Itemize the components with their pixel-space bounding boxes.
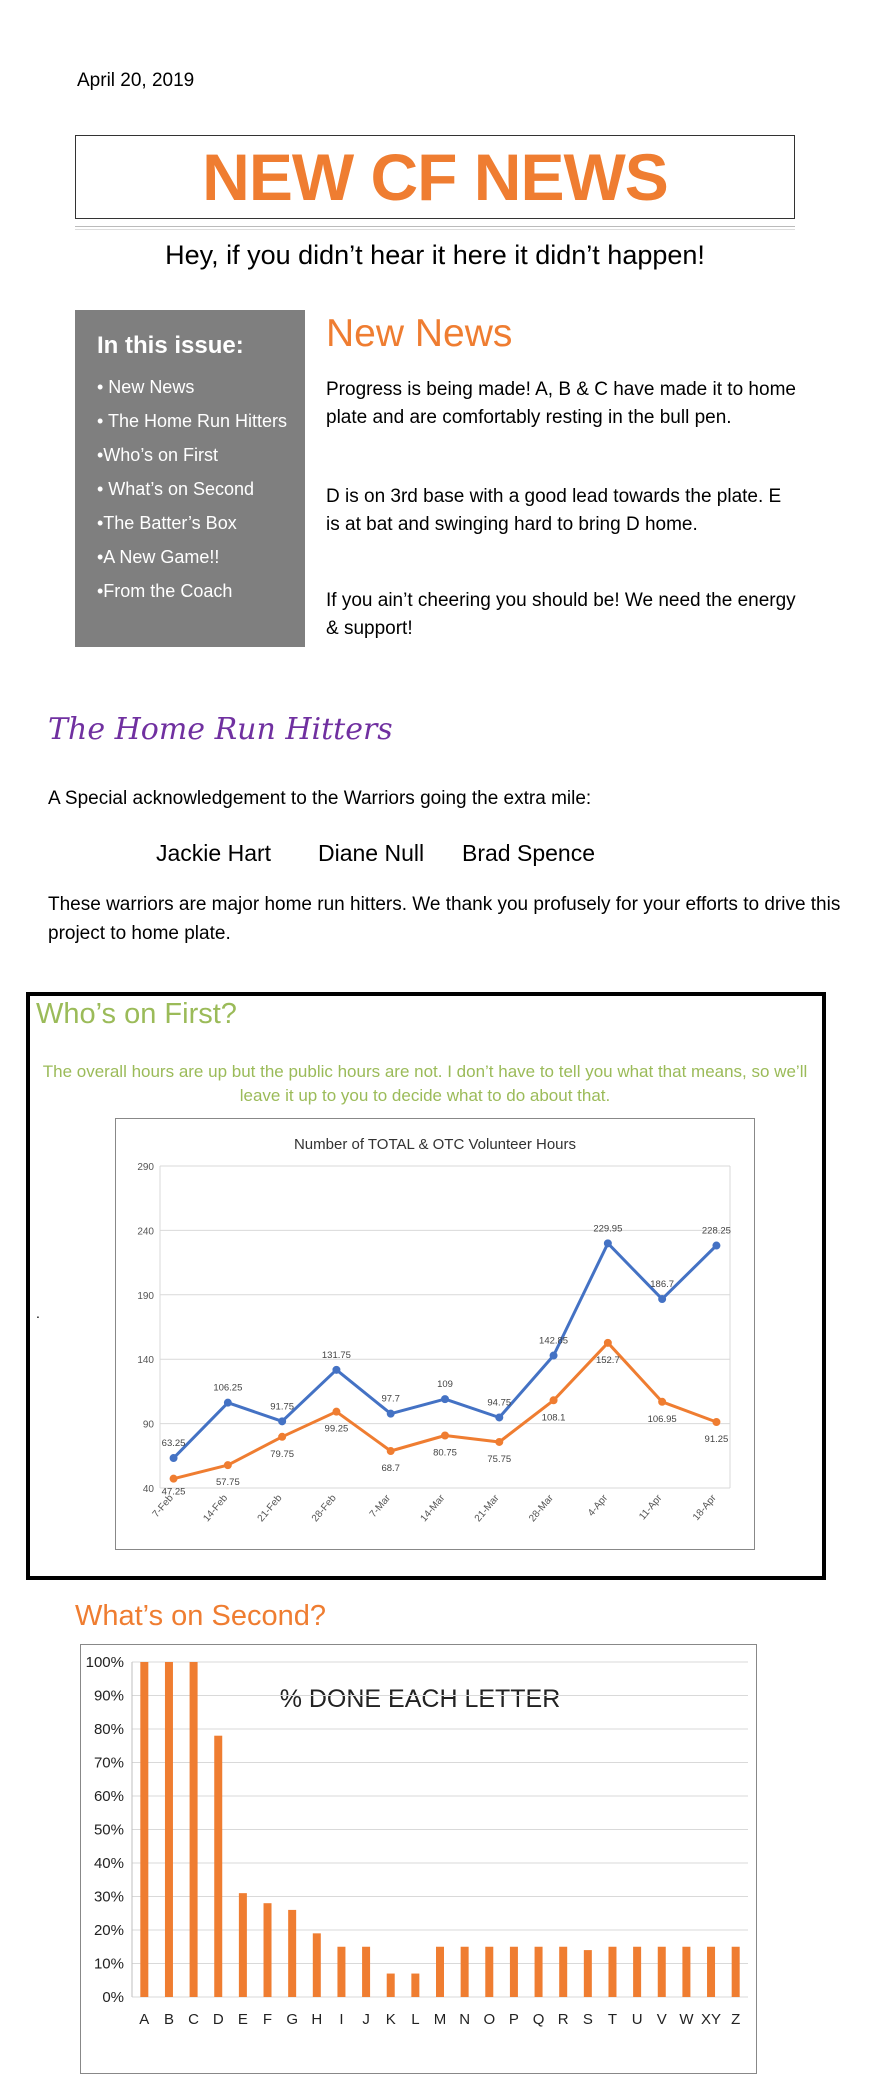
y-tick-label: 50%	[93, 1821, 124, 1839]
x-tick-label: 14-Mar	[418, 1492, 448, 1525]
x-tick-label: 14-Feb	[201, 1492, 231, 1525]
news-paragraph: D is on 3rd base with a good lead towards the plate. E is at bat and swinging hard to bring D home.	[326, 486, 782, 535]
y-tick-label: 40	[142, 1484, 154, 1495]
data-label: 80.75	[433, 1447, 457, 1459]
y-tick-label: 20%	[93, 1922, 124, 1939]
data-point	[442, 1432, 449, 1439]
y-tick-label: 80%	[93, 1721, 124, 1738]
data-point	[279, 1433, 286, 1440]
data-label: 106.95	[647, 1413, 677, 1425]
data-label: 97.7	[381, 1393, 400, 1405]
bar	[313, 1933, 321, 1997]
x-tick-label: Q	[532, 2011, 545, 2028]
masthead-title: NEW CF NEWS	[202, 140, 668, 214]
bar	[732, 1947, 740, 1997]
bar	[140, 1662, 148, 1997]
x-tick-label: H	[311, 2011, 323, 2028]
y-tick-label: 140	[137, 1355, 154, 1367]
bar	[510, 1947, 518, 1997]
x-tick-label: 28-Feb	[309, 1492, 339, 1525]
data-label: 106.25	[213, 1382, 243, 1394]
data-point	[224, 1462, 231, 1469]
volunteer-hours-line-chart	[115, 1118, 755, 1550]
news-paragraph: Progress is being made! A, B & C have made it to home plate and are comfortably resting in the bull pen.	[326, 379, 796, 428]
data-label: 79.75	[270, 1448, 295, 1460]
whos-on-first-heading: Who’s on First?	[36, 998, 237, 1030]
data-label: 94.75	[487, 1397, 512, 1409]
x-tick-label: F	[262, 2011, 273, 2028]
table-of-contents	[75, 310, 305, 647]
toc-item[interactable]: • The Home Run Hitters	[97, 411, 288, 431]
data-point	[279, 1418, 286, 1425]
news-paragraph: If you ain’t cheering you should be! We need the energy & support!	[326, 590, 796, 639]
x-tick-label: XY	[701, 2011, 722, 2028]
bar	[682, 1947, 690, 1997]
x-tick-label: 18-Apr	[691, 1492, 719, 1523]
x-tick-label: 11-Apr	[637, 1492, 665, 1523]
data-label: 63.25	[161, 1438, 186, 1450]
toc-item[interactable]: •Who’s on First	[97, 445, 218, 465]
x-tick-label: N	[459, 2011, 471, 2028]
y-tick-label: 90	[142, 1419, 154, 1431]
x-tick-label: Z	[731, 2011, 741, 2028]
bar	[633, 1947, 641, 1997]
bar	[584, 1950, 592, 1997]
x-tick-label: V	[656, 2011, 667, 2028]
y-tick-label: 90%	[93, 1687, 124, 1705]
data-point	[387, 1448, 394, 1455]
masthead-rule	[75, 226, 795, 227]
data-label: 91.75	[270, 1401, 295, 1413]
bar	[264, 1903, 272, 1997]
home-run-hitters-heading: The Home Run Hitters	[48, 712, 393, 747]
masthead-rule-secondary	[75, 229, 795, 230]
data-point	[659, 1296, 666, 1303]
stray-dot: .	[36, 1305, 40, 1321]
bar	[362, 1947, 370, 1997]
honoree-name: Brad Spence	[462, 840, 595, 866]
y-tick-label: 40%	[93, 1855, 124, 1872]
y-tick-label: 30%	[93, 1888, 124, 1906]
bar	[239, 1893, 247, 1997]
x-tick-label: 7-Feb	[150, 1492, 176, 1520]
data-point	[224, 1399, 231, 1406]
y-tick-label: 10%	[93, 1955, 124, 1973]
bar	[608, 1947, 616, 1997]
chart-title: Number of TOTAL & OTC Volunteer Hours	[293, 1136, 577, 1153]
percent-done-bar-chart	[80, 1644, 757, 2074]
data-point	[550, 1352, 557, 1359]
data-label: 99.25	[324, 1423, 349, 1435]
x-tick-label: W	[679, 2011, 694, 2028]
data-point	[442, 1396, 449, 1403]
data-label: 109	[437, 1379, 453, 1391]
data-point	[713, 1418, 720, 1425]
data-label: 229.95	[593, 1223, 623, 1235]
x-tick-label: B	[163, 2011, 174, 2028]
honoree-name: Diane Null	[318, 840, 425, 866]
x-tick-label: K	[385, 2011, 396, 2028]
toc-item[interactable]: • What’s on Second	[97, 479, 255, 499]
whats-on-second-heading: What’s on Second?	[75, 1600, 326, 1632]
x-tick-label: 4-Apr	[586, 1492, 611, 1519]
x-tick-label: 21-Mar	[472, 1492, 502, 1525]
x-tick-label: U	[631, 2011, 643, 2028]
bar	[190, 1662, 198, 1997]
bar	[461, 1947, 469, 1997]
y-tick-label: 0%	[102, 1989, 124, 2006]
bar	[658, 1947, 666, 1997]
data-label: 142.85	[539, 1335, 569, 1347]
data-label: 186.7	[650, 1279, 675, 1291]
data-point	[659, 1398, 666, 1405]
x-tick-label: 28-Mar	[527, 1492, 556, 1525]
x-tick-label: C	[188, 2011, 200, 2028]
toc-item[interactable]: • New News	[97, 377, 195, 397]
x-tick-label: A	[139, 2011, 150, 2028]
data-point	[713, 1242, 720, 1249]
bar	[288, 1910, 296, 1997]
x-tick-label: G	[286, 2011, 298, 2028]
x-tick-label: O	[483, 2011, 496, 2028]
toc-title: In this issue:	[97, 332, 244, 359]
x-tick-label: S	[582, 2011, 593, 2028]
data-point	[387, 1410, 394, 1417]
x-tick-label: 21-Feb	[255, 1492, 285, 1525]
data-label: 131.75	[321, 1349, 351, 1361]
data-point	[170, 1455, 177, 1462]
chart-title: % DONE EACH LETTER	[279, 1685, 561, 1713]
home-run-intro: A Special acknowledgement to the Warriors going the extra mile:	[48, 788, 592, 809]
x-tick-label: L	[411, 2011, 420, 2028]
chart-frame	[116, 1119, 755, 1550]
data-point	[604, 1240, 611, 1247]
x-tick-label: D	[212, 2011, 224, 2028]
data-label: 75.75	[487, 1453, 512, 1465]
x-tick-label: P	[508, 2011, 519, 2028]
data-point	[496, 1414, 503, 1421]
bar	[165, 1662, 173, 1997]
bar	[559, 1947, 567, 1997]
data-label: 57.75	[215, 1477, 240, 1489]
bar	[707, 1947, 715, 1997]
x-tick-label: E	[237, 2011, 248, 2028]
toc-item[interactable]: •A New Game!!	[97, 547, 220, 567]
bar	[337, 1947, 345, 1997]
new-news-heading: New News	[326, 312, 513, 355]
y-tick-label: 70%	[93, 1754, 124, 1772]
data-label: 91.25	[704, 1433, 729, 1445]
data-point	[170, 1475, 177, 1482]
toc-item[interactable]: •From the Coach	[97, 581, 233, 601]
tagline: Hey, if you didn’t hear it here it didn’t happen!	[165, 240, 705, 270]
data-label: 68.7	[381, 1463, 400, 1475]
bar	[411, 1974, 419, 1997]
x-tick-label: T	[607, 2011, 618, 2028]
data-label: 152.7	[595, 1354, 620, 1366]
home-run-text: These warriors are major home run hitters. We thank you profusely for your efforts to drive this project to home plate.	[48, 894, 841, 944]
bar	[535, 1947, 543, 1997]
whos-on-first-text: The overall hours are up but the public hours are not. I don’t have to tell you what that means, so we’ll leave it up to you to decide what to do about that.	[42, 1062, 808, 1105]
data-label: 228.25	[701, 1225, 731, 1237]
issue-date: April 20, 2019	[77, 70, 195, 91]
bar	[387, 1974, 395, 1997]
data-point	[333, 1408, 340, 1415]
data-label: 108.1	[541, 1412, 566, 1424]
x-tick-label: R	[557, 2011, 569, 2028]
bar	[214, 1736, 222, 1997]
y-tick-label: 60%	[93, 1788, 124, 1805]
x-tick-label: 7-Mar	[367, 1492, 394, 1520]
bar	[485, 1947, 493, 1997]
y-tick-label: 190	[137, 1290, 154, 1302]
y-tick-label: 290	[137, 1162, 154, 1173]
x-tick-label: M	[433, 2011, 447, 2028]
bar	[436, 1947, 444, 1997]
data-point	[550, 1397, 557, 1404]
data-point	[496, 1438, 503, 1445]
data-point	[604, 1339, 611, 1346]
masthead	[75, 135, 795, 219]
data-point	[333, 1366, 340, 1373]
honoree-name: Jackie Hart	[156, 840, 272, 866]
data-label: 47.25	[161, 1486, 186, 1498]
x-tick-label: J	[362, 2011, 370, 2028]
toc-item[interactable]: •The Batter’s Box	[97, 513, 237, 533]
y-tick-label: 100%	[85, 1654, 124, 1671]
y-tick-label: 240	[137, 1226, 154, 1238]
x-tick-label: I	[339, 2011, 344, 2028]
